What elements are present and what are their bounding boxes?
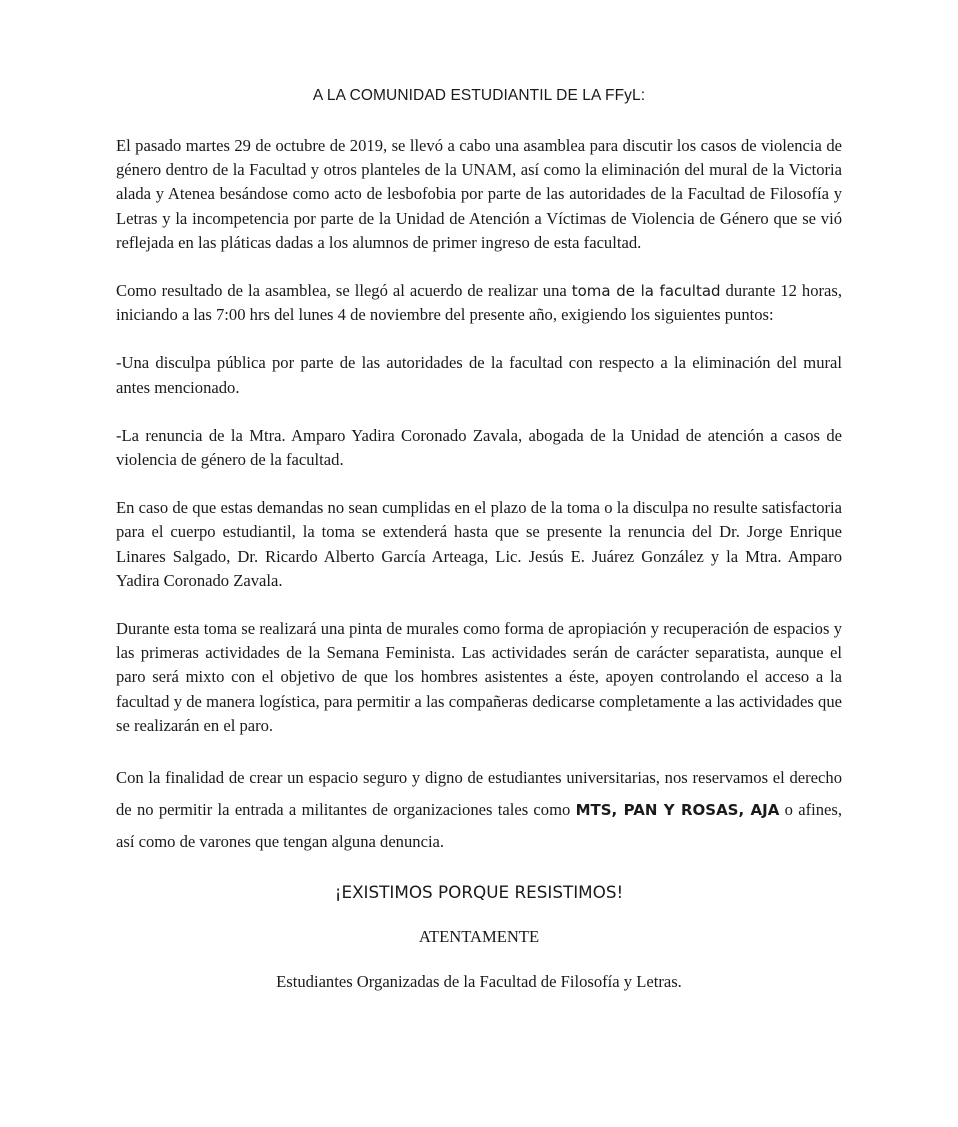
signature: Estudiantes Organizadas de la Facultad de Filosofía y Letras. bbox=[276, 972, 682, 992]
paragraph-safe-space-text-1: Con la finalidad de crear un espacio seguro y digno de estudiantes universitarias, nos reservamos el derecho de no permitir la entrada a militantes de organizaciones tales como bbox=[116, 768, 842, 820]
closing-atentamente: ATENTAMENTE bbox=[418, 927, 540, 947]
paragraph-extension: En caso de que estas demandas no sean cumplidas en el plazo de la toma o la disculpa no resulte satisfactoria para el cuerpo estudiantil, la toma se extenderá hasta que se presente la renuncia del Dr. Jorge Enrique Linares Salgado, Dr. Ricardo Alberto García Arteaga, Lic. Jesús E. Juárez González y la Mtra. Amparo Yadira Coronado Zavala. bbox=[116, 498, 842, 590]
paragraph-safe-space-text-2: o afines, así como de varones que tengan alguna denuncia. bbox=[116, 800, 842, 852]
document-page bbox=[116, 84, 842, 994]
demand-apology: -Una disculpa pública por parte de las autoridades de la facultad con respecto a la eliminación del mural antes mencionado. bbox=[116, 353, 842, 397]
paragraph-safe-space bbox=[116, 762, 842, 858]
paragraph-agreement-text-1: Como resultado de la asamblea, se llegó al acuerdo de realizar una bbox=[116, 281, 572, 301]
demand-resignation: -La renuncia de la Mtra. Amparo Yadira Coronado Zavala, abogada de la Unidad de atención a casos de violencia de género de la facultad. bbox=[116, 425, 842, 470]
paragraph-assembly: El pasado martes 29 de octubre de 2019, se llevó a cabo una asamblea para discutir los casos de violencia de género dentro de la Facultad y otros planteles de la UNAM, así como la eliminación del mural de la Victoria alada y Atenea besándose como acto de lesbofobia por parte de las autoridades de la Facultad de Filosofía y Letras y la incompetencia por parte de la Unidad de Atención a Víctimas de Violencia de Género que se vió reflejada en las pláticas dadas a los alumnos de primer ingreso de esta facultad. bbox=[116, 136, 842, 252]
paragraph-activities: Durante esta toma se realizará una pinta de murales como forma de apropiación y recuperación de espacios y las primeras actividades de la Semana Feminista. Las actividades serán de carácter separatista, aunque el paro será mixto con el objetivo de que los hombres asistentes a éste, apoyen controlando el acceso a la facultad y de manera logística, para permitir a las compañeras dedicarse completamente a las actividades que se realizarán en el paro. bbox=[116, 619, 842, 735]
document-title: A LA COMUNIDAD ESTUDIANTIL DE LA FFyL: bbox=[312, 87, 646, 104]
emphasis-toma-de-la-facultad: toma de la facultad bbox=[571, 282, 721, 301]
organizations-list: MTS, PAN Y ROSAS, AJA bbox=[575, 801, 780, 820]
paragraph-agreement bbox=[116, 279, 842, 327]
paragraph-agreement-text-2: durante 12 horas, iniciando a las 7:00 hrs del lunes 4 de noviembre del presente año, exigiendo los siguientes puntos: bbox=[116, 281, 842, 325]
slogan: ¡EXISTIMOS PORQUE RESISTIMOS! bbox=[334, 882, 624, 903]
